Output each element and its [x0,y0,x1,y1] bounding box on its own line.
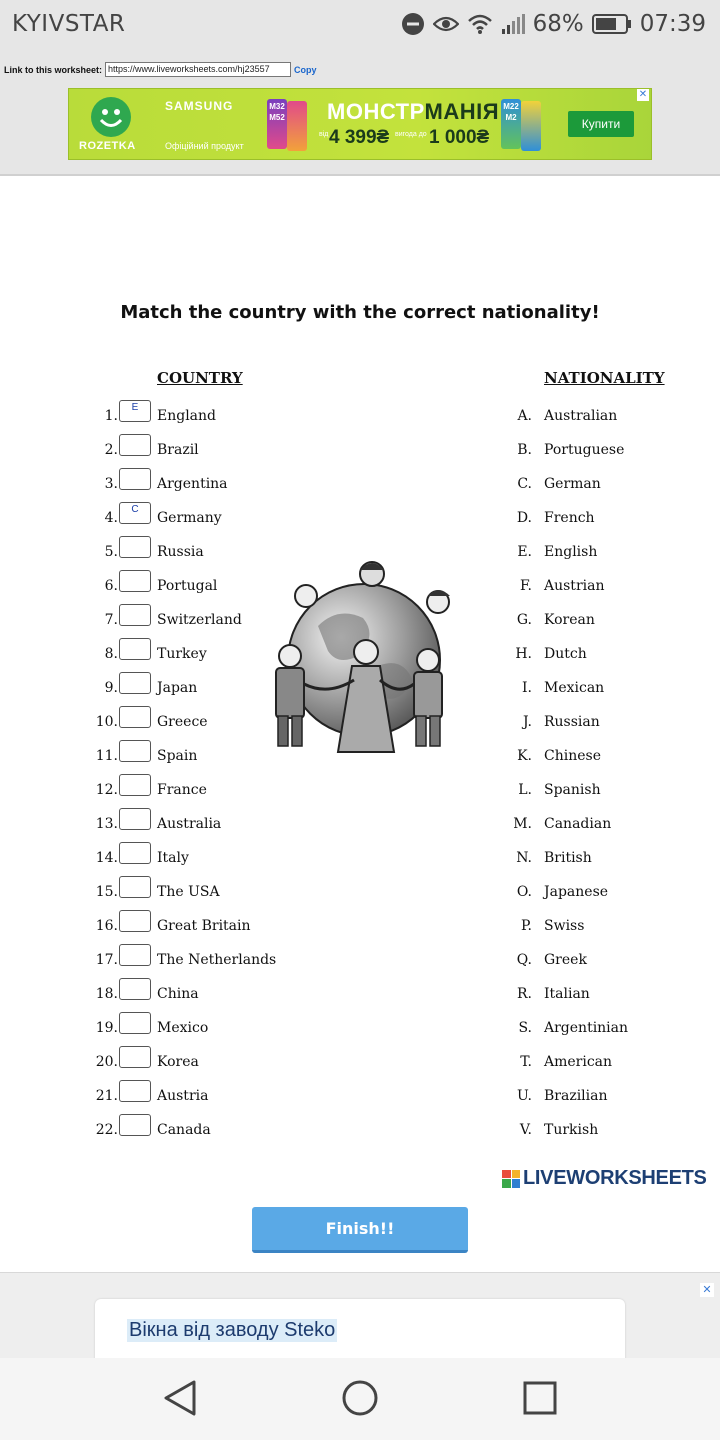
copy-link-button[interactable]: Copy [294,64,317,75]
nationality-name: Chinese [544,748,601,764]
ad-price: 4 399₴ [329,127,390,148]
item-number: 15. [95,884,118,900]
answer-input[interactable] [119,638,151,660]
recents-icon[interactable] [520,1378,560,1418]
ad-brand: ROZETKA [79,140,136,152]
option-letter: U. [517,1088,532,1104]
item-number: 19. [95,1020,118,1036]
nationality-name: French [544,510,595,526]
bottom-ad[interactable] [0,1272,720,1358]
liveworksheets-mark-icon [502,1170,520,1188]
answer-input[interactable] [119,1114,151,1136]
status-bar [0,0,720,48]
option-letter: F. [520,578,532,594]
match-row [0,944,720,978]
clock: 07:39 [639,11,706,37]
match-row [0,808,720,842]
ad-official: Офіційний продукт [165,141,244,151]
nationality-name: Spanish [544,782,601,798]
ad-buy-button[interactable]: Купити [568,111,634,137]
item-number: 12. [95,782,118,798]
match-row [0,1080,720,1114]
nationality-name: Argentinian [544,1020,629,1036]
item-number: 1. [104,408,118,424]
phone-label: M22 M2 [503,102,519,122]
item-number: 21. [95,1088,118,1104]
item-number: 2. [104,442,118,458]
nationality-name: Dutch [544,646,587,662]
country-name: Canada [157,1122,211,1138]
worksheet-url-field[interactable]: https://www.liveworksheets.com/hj23557 [105,62,291,77]
item-number: 8. [104,646,118,662]
country-name: Mexico [157,1020,209,1036]
option-letter: R. [517,986,532,1002]
option-letter: S. [518,1020,532,1036]
answer-input[interactable] [119,1046,151,1068]
item-number: 6. [104,578,118,594]
country-name: Italy [157,850,189,866]
link-label: Link to this worksheet: [4,64,103,75]
match-row [0,1046,720,1080]
nationality-name: Korean [544,612,595,628]
country-name: Spain [157,748,198,764]
item-number: 14. [95,850,118,866]
nationality-name: Greek [544,952,587,968]
bottom-ad-title[interactable]: Вікна від заводу Steko [129,1319,336,1341]
option-letter: V. [519,1122,532,1138]
answer-input[interactable] [119,570,151,592]
rozetka-smiley-icon [91,97,131,137]
country-name: Portugal [157,578,218,594]
item-number: 17. [95,952,118,968]
country-name: Australia [157,816,222,832]
nationality-name: British [544,850,592,866]
answer-input[interactable] [119,672,151,694]
do-not-disturb-icon [401,12,425,36]
phone-image [521,101,541,151]
home-icon[interactable] [340,1378,380,1418]
nationality-name: Swiss [544,918,585,934]
country-name: China [157,986,199,1002]
finish-button[interactable]: Finish!! [252,1207,468,1253]
android-nav-bar [0,1358,720,1440]
answer-input[interactable] [119,910,151,932]
country-name: The USA [157,884,220,900]
nationality-name: Italian [544,986,590,1002]
ad-savings-label: вигода до [395,131,427,138]
phone-label: M32 M52 [269,102,285,122]
match-row [0,1012,720,1046]
item-number: 9. [104,680,118,696]
back-icon[interactable] [160,1378,200,1418]
answer-input[interactable] [119,1012,151,1034]
answer-input[interactable] [119,1080,151,1102]
answer-input[interactable] [119,604,151,626]
nationality-name: Japanese [544,884,609,900]
nationality-name: American [544,1054,613,1070]
country-name: Argentina [157,476,228,492]
match-row [0,400,720,434]
eye-icon [433,14,459,34]
option-letter: I. [522,680,532,696]
match-row [0,502,720,536]
country-name: England [157,408,217,424]
signal-icon [501,13,525,35]
battery-icon [592,13,632,35]
option-letter: D. [516,510,532,526]
bottom-ad-close-icon[interactable]: ✕ [700,1283,714,1297]
answer-input[interactable] [119,876,151,898]
nationality-name: Austrian [544,578,605,594]
answer-input[interactable]: E [119,400,151,422]
ad-banner[interactable] [68,88,652,160]
option-letter: H. [515,646,532,662]
item-number: 18. [95,986,118,1002]
item-number: 5. [104,544,118,560]
option-letter: M. [513,816,532,832]
country-name: Turkey [157,646,207,662]
worksheet-title: Match the country with the correct nationality! [120,302,600,323]
item-number: 11. [95,748,118,764]
ad-from: від [319,131,329,138]
option-letter: B. [517,442,532,458]
answer-input[interactable] [119,706,151,728]
option-letter: J. [523,714,532,730]
item-number: 16. [95,918,118,934]
country-name: Great Britain [157,918,251,934]
option-letter: A. [517,408,532,424]
ad-close-icon[interactable]: ✕ [638,89,648,100]
nationality-name: Canadian [544,816,612,832]
answer-input[interactable] [119,536,151,558]
option-letter: C. [517,476,532,492]
match-row [0,910,720,944]
match-row [0,434,720,468]
answer-input[interactable] [119,944,151,966]
nationality-name: Mexican [544,680,605,696]
carrier-name: KYIVSTAR [12,11,126,37]
item-number: 10. [95,714,118,730]
nationality-name: English [544,544,598,560]
answer-input[interactable] [119,468,151,490]
ad-headline-b: МАНІЯ [424,99,500,124]
item-number: 4. [104,510,118,526]
match-row [0,978,720,1012]
option-letter: L. [518,782,532,798]
item-number: 22. [95,1122,118,1138]
item-number: 7. [104,612,118,628]
phone-image [267,99,287,149]
answer-input[interactable] [119,434,151,456]
option-letter: E. [517,544,532,560]
item-number: 20. [95,1054,118,1070]
nationality-name: Turkish [544,1122,599,1138]
battery-percent: 68% [532,11,584,37]
country-name: The Netherlands [157,952,277,968]
answer-input[interactable] [119,774,151,796]
option-letter: Q. [516,952,532,968]
country-name: Korea [157,1054,199,1070]
nationality-name: Australian [544,408,618,424]
ad-headline-a: МОНСТР [327,99,425,124]
answer-input[interactable] [119,808,151,830]
liveworksheets-logo-text: LIVEWORKSHEETS [523,1167,707,1189]
match-row [0,774,720,808]
country-header: COUNTRY [157,369,243,387]
phone-image [501,99,521,149]
ad-savings: 1 000₴ [429,127,490,148]
nationality-name: German [544,476,601,492]
ad-headline [327,99,499,125]
nationality-name: Brazilian [544,1088,608,1104]
option-letter: G. [516,612,532,628]
country-name: Greece [157,714,208,730]
country-name: Brazil [157,442,199,458]
match-row [0,468,720,502]
match-row [0,876,720,910]
answer-input[interactable] [119,740,151,762]
worksheet-link-row [4,62,317,77]
country-name: Russia [157,544,204,560]
nationality-name: Russian [544,714,600,730]
country-name: Japan [157,680,198,696]
nationality-header: NATIONALITY [544,369,665,387]
option-letter: O. [516,884,532,900]
option-letter: K. [517,748,532,764]
phone-image [287,101,307,151]
country-name: Austria [157,1088,209,1104]
country-name: France [157,782,207,798]
option-letter: T. [520,1054,532,1070]
answer-input[interactable] [119,842,151,864]
country-name: Germany [157,510,222,526]
nationality-name: Portuguese [544,442,625,458]
status-icons [401,9,706,39]
match-row [0,842,720,876]
answer-input[interactable]: C [119,502,151,524]
liveworksheets-logo[interactable] [502,1167,707,1190]
ad-samsung: SAMSUNG [165,99,234,113]
match-row [0,1114,720,1148]
globe-children-illustration [268,556,460,760]
item-number: 13. [95,816,118,832]
option-letter: P. [520,918,532,934]
country-name: Switzerland [157,612,242,628]
answer-input[interactable] [119,978,151,1000]
wifi-icon [467,13,493,35]
option-letter: N. [516,850,532,866]
item-number: 3. [104,476,118,492]
